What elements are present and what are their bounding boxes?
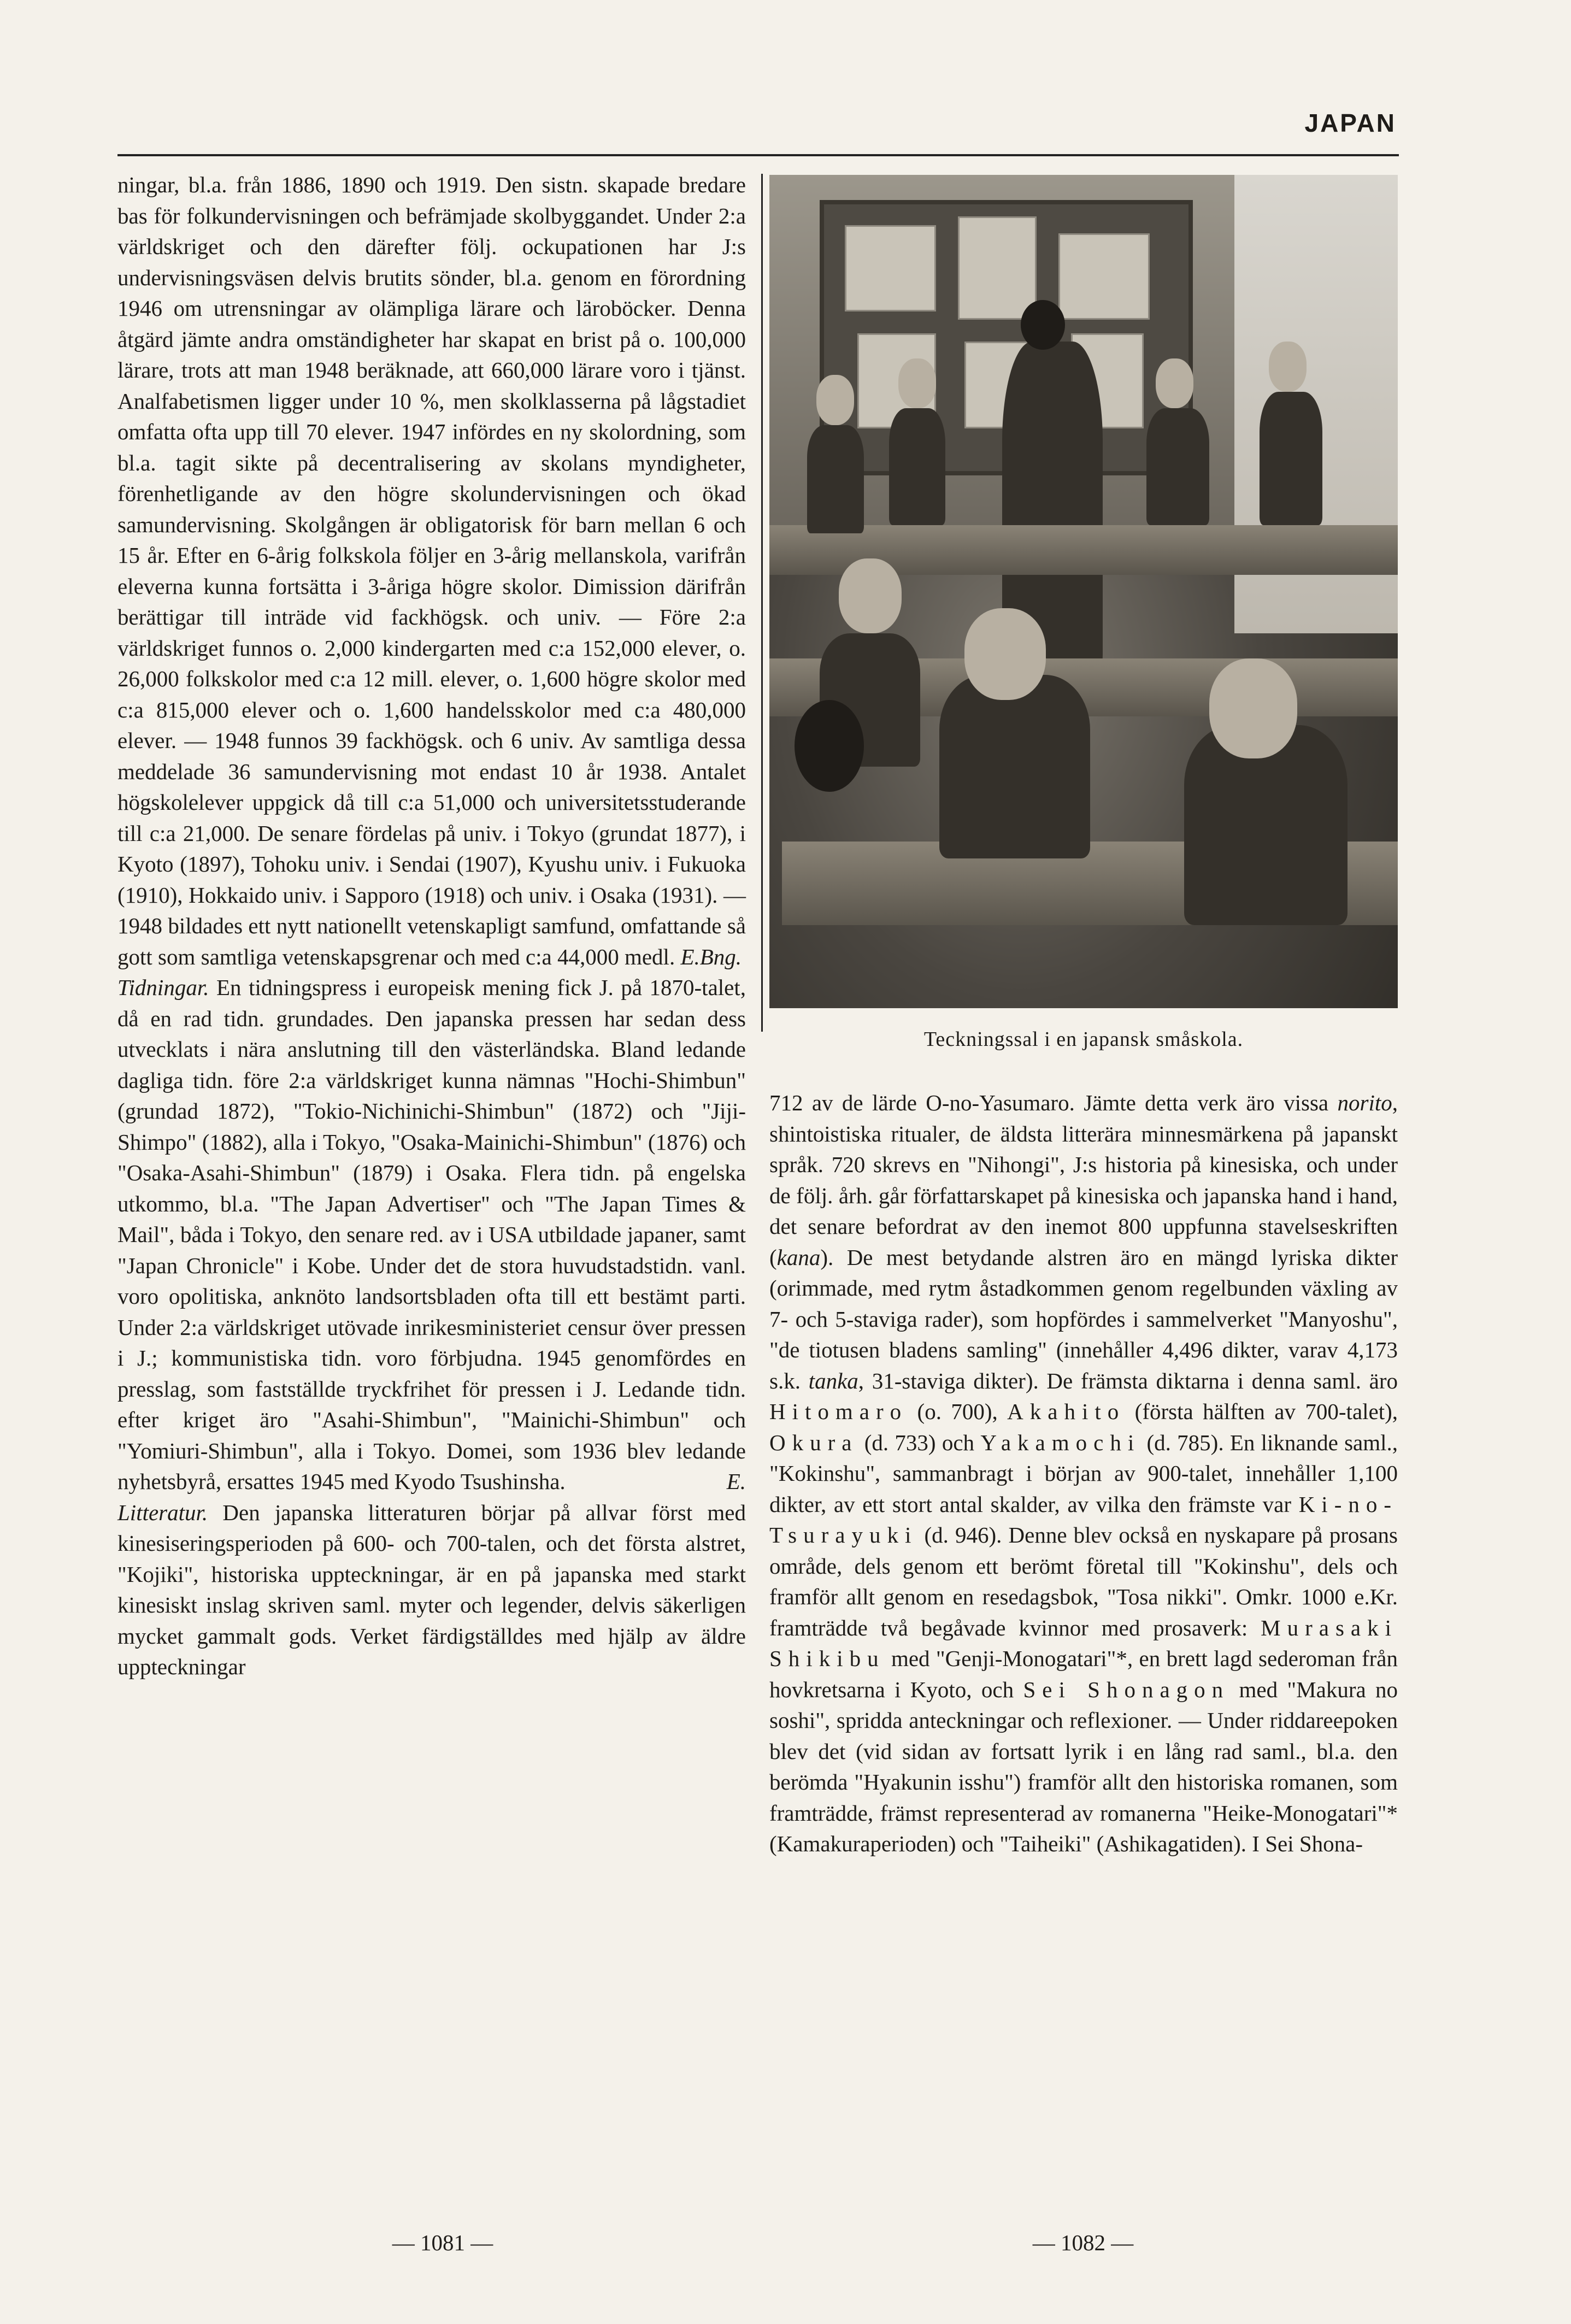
photo-pupil-face xyxy=(1209,658,1297,758)
author-name: Sei Shonagon xyxy=(1023,1676,1230,1702)
section-heading: Litteratur. xyxy=(117,1499,208,1525)
text-run: (d. 785). En liknande saml., "Kokinshu", sammanbragt i början av 900-talet, innehåller 1,100 dikter, av ett stort antal skalder, av vilka den främste var xyxy=(769,1429,1398,1517)
paragraph-education xyxy=(117,169,746,972)
paragraph-text: ningar, bl.a. från 1886, 1890 och 1919. Den sistn. skapade bredare bas för folkundervisningen och befrämjade skolbyggandet. Under 2:a världskriget och den därefter följ. ockupationen har J:s undervisningsväsen delvis brutits sönder, bl.a. genom en förordning 1946 om utrensningar av olämpliga lärare och läroböcker. Denna åtgärd jämte andra omständigheter har skapat en brist på o. 100,000 lärare, trots att man 1948 beräknade, att 660,000 lärare voro i tjänst. Analfabetismen ligger under 10 %, men skolklasserna på lågstadiet omfatta ofta upp till 70 elever. 1947 infördes en ny skolordning, som bl.a. tagit sikte på decentralisering av skolans myndigheter, förenhetligande av den högre skolundervisningen och ökad samundervisning. Skolgången är obligatorisk för barn mellan 6 och 15 år. Efter en 6-årig folkskola följer en 3-årig mellanskola, varifrån eleverna kunna fortsätta i 3-åriga högre skolor. Dimission därifrån berättigar till inträde vid fackhögsk. och univ. — Före 2:a världskriget funnos o. 2,000 kindergarten med c:a 152,000 elever, o. 26,000 folkskolor med c:a 12 mill. elever, o. 1,600 högre skolor med c:a 815,000 elever och o. 1,600 handelsskolor med c:a 480,000 elever. — 1948 funnos 39 fackhögsk. och 6 univ. Av samtliga dessa meddelade 36 samundervisning mot endast 10 år 1938. Antalet högskolelever uppgick då till c:a 51,000 och universitetsstuderande till c:a 21,000. De senare fördelas på univ. i Tokyo (grundat 1877), i Kyoto (1897), Tohoku univ. i Sendai (1907), Kyushu univ. i Fukuoka (1910), Hokkaido univ. i Sapporo (1918) och univ. i Osaka (1931). — 1948 bildades ett nytt nationellt vetenskapligt samfund, omfattande så gott som samtliga vetenskapsgrenar och med c:a 44,000 medl. xyxy=(117,172,746,969)
photo-teacher-head xyxy=(1021,300,1065,350)
author-signature: E.Bng. xyxy=(680,944,742,969)
author-name: Murasaki Shikibu xyxy=(769,1615,1398,1671)
text-run: med "Makura no soshi", spridda anteckningar och reflexioner. — Under riddareepoken blev det (vid sidan av fortsatt lyrik i en lång rad saml., bl.a. den berömda "Hyakunin isshu") framför allt den historiska romanen, som framträdde, främst representerad av romanerna "Heike-Monogatari"* (Kamakuraperioden) och "Taiheiki" (Ashikagatiden). I Sei Shona- xyxy=(769,1676,1398,1856)
text-run: (första hälften av 700-talet), xyxy=(1134,1399,1398,1424)
text-run: (d. 946). Denne blev också en nyskapare på prosans område, dels genom ett berömt företal till "Kokinshu", dels och framför allt genom en resedagsbok, "Tosa nikki". Omkr. 1000 e.Kr. framträdde två begåvade kvinnor med prosaverk: xyxy=(769,1522,1398,1640)
classroom-photo xyxy=(769,175,1398,1008)
section-heading: Tidningar. xyxy=(117,975,209,1000)
author-signature: E. xyxy=(726,1469,746,1494)
photo-pupil xyxy=(1146,408,1209,525)
column-separator xyxy=(761,174,763,1032)
text-run: ). De mest betydande alstren äro en mängd lyriska dikter (orimmade, med rytm åstadkommen genom regelbunden växling av 7- och 5-staviga rader), som hopfördes i sammelverket "Manyoshu", "de tiotusen bladens samling" (innehåller 4,496 dikter, varav 4,173 s.k. xyxy=(769,1244,1398,1393)
photo-caption: Teckningssal i en japansk småskola. xyxy=(923,1028,1244,1051)
paragraph-text: Den japanska litteraturen börjar på allvar först med kinesiseringsperioden på 600- och 700-talen, och det första alstret, "Kojiki", historiska uppteckningar, är en på japanska med starkt kinesiskt inslag skriven saml. myter och legender, delvis säkerligen mycket gammalt gods. Verket färdigställdes med hjälp av äldre uppteckningar xyxy=(117,1499,746,1679)
photo-pupil-face xyxy=(1156,358,1193,409)
text-run: , 31-staviga dikter). De främsta diktarna i denna saml. äro xyxy=(858,1368,1398,1393)
photo-pupil-face xyxy=(839,558,902,633)
photo-pupil xyxy=(889,408,946,525)
running-header: JAPAN xyxy=(1304,109,1396,137)
paragraph-literature xyxy=(117,1497,746,1682)
term-tanka: tanka xyxy=(808,1368,858,1393)
header-rule xyxy=(117,154,1399,156)
paragraph-text: En tidningspress i europeisk mening fick J. på 1870-talet, då en rad tidn. grundades. Den japanska pressen har sedan dess utvecklats i nära anslutning till den västerländska. Bland ledande dagliga tidn. före 2:a världskriget kunna nämnas "Hochi-Shimbun" (grundad 1872), "Tokio-Nichinichi-Shimbun" (1872) och "Jiji-Shimpo" (1882), alla i Tokyo, "Osaka-Mainichi-Shimbun" (1876) och "Osaka-Asahi-Shimbun" (1879) i Osaka. Flera tidn. på engelska utkommo, bl.a. "The Japan Advertiser" och "The Japan Times & Mail", båda i Tokyo, den senare red. av i USA utbildade japaner, samt "Japan Chronicle" i Kobe. Under det de stora huvudstadstidn. vanl. voro opolitiska, anknöto landsortsbladen ofta till ett bestämt parti. Under 2:a världskriget utövade inrikesministeriet censur över pressen i J.; kommunistiska tidn. voro förbjudna. 1945 genomfördes en presslag, som fastställde tryckfrihet för pressen i J. Ledande tidn. efter kriget äro "Asahi-Shimbun", "Mainichi-Shimbun" och "Yomiuri-Shimbun", alla i Tokyo. Domei, som 1936 blev ledande nyhetsbyrå, ersattes 1945 med Kyodo Tsushinsha. xyxy=(117,975,746,1494)
photo-drawing xyxy=(958,216,1037,320)
page-number-left: — 1081 — xyxy=(392,2230,493,2255)
poet-name: Yakamochi xyxy=(980,1429,1141,1455)
text-run: med "Genji-Monogatari"*, en brett lagd sederoman från hovkretsarna i Kyoto, och xyxy=(769,1646,1398,1702)
photo-drawing xyxy=(1058,233,1150,320)
poet-name: Ki-no-Tsurayuki xyxy=(769,1491,1398,1548)
page-number-right: — 1082 — xyxy=(1032,2230,1134,2255)
term-norito: norito xyxy=(1337,1090,1392,1115)
photo-pupil-face xyxy=(1269,342,1307,392)
photo-pupil xyxy=(939,675,1090,858)
poet-name: Okura xyxy=(769,1429,858,1455)
photo-pupil-face xyxy=(898,358,936,409)
poet-name: Hitomaro xyxy=(769,1399,908,1424)
poet-name: Akahito xyxy=(1007,1399,1126,1424)
left-column xyxy=(117,169,746,1682)
text-run: (d. 733) och xyxy=(864,1429,975,1455)
paragraph-newspapers xyxy=(117,972,746,1497)
photo-pupil xyxy=(807,425,864,533)
text-run: (o. 700), xyxy=(917,1399,998,1424)
photo-pupil xyxy=(1260,392,1322,525)
text-run: 712 av de lärde O-no-Yasumaro. Jämte detta verk äro vissa xyxy=(769,1090,1329,1115)
photo-pupil-face xyxy=(816,375,854,425)
right-column xyxy=(769,1087,1398,1860)
photo-pupil-face xyxy=(964,608,1046,700)
photo-pupil-head xyxy=(795,700,864,792)
term-kana: kana xyxy=(776,1244,821,1270)
photo-drawing xyxy=(845,225,936,312)
text-run: , shintoistiska ritualer, de äldsta litterära minnesmärkena på japanskt språk. 720 skrevs en "Nihongi", J:s historia på kinesiska, och under de följ. årh. går författarskapet på kinesiska och japanska hand i hand, det senare befordrat av den inemot 800 uppfunna stavelseskriften ( xyxy=(769,1090,1398,1270)
paragraph-literature-continued xyxy=(769,1087,1398,1860)
